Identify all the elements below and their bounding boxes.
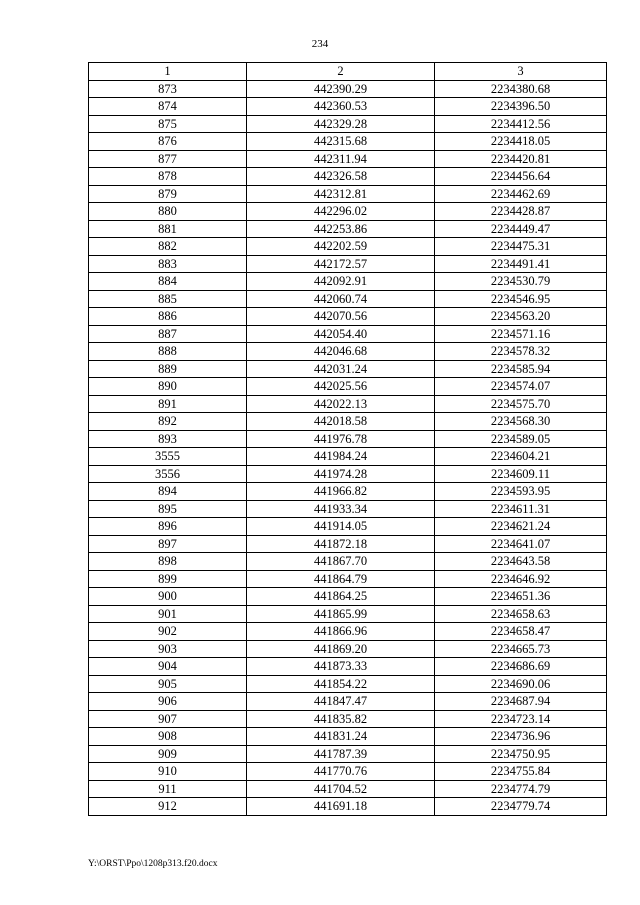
table-cell-col-3: 2234723.14 [435,710,607,728]
table-cell-col-3: 2234420.81 [435,150,607,168]
table-cell-col-3: 2234412.56 [435,115,607,133]
table-cell-col-1: 909 [89,745,247,763]
table-cell-col-3: 2234530.79 [435,273,607,291]
table-cell-col-1: 899 [89,570,247,588]
table-cell-col-2: 441873.33 [247,658,435,676]
table-cell-col-2: 442360.53 [247,98,435,116]
table-cell-col-2: 442296.02 [247,203,435,221]
table-cell-col-2: 442311.94 [247,150,435,168]
table-cell-col-2: 441691.18 [247,798,435,816]
table-cell-col-2: 442018.58 [247,413,435,431]
table-cell-col-2: 442025.56 [247,378,435,396]
table-cell-col-2: 441864.25 [247,588,435,606]
table-cell-col-3: 2234593.95 [435,483,607,501]
column-header-2: 2 [247,63,435,81]
table-cell-col-2: 442172.57 [247,255,435,273]
table-row [89,588,607,606]
table-cell-col-3: 2234643.58 [435,553,607,571]
table-cell-col-1: 891 [89,395,247,413]
table-cell-col-1: 897 [89,535,247,553]
table-row [89,80,607,98]
table-row [89,98,607,116]
table-cell-col-1: 907 [89,710,247,728]
table-cell-col-1: 901 [89,605,247,623]
table-cell-col-2: 441854.22 [247,675,435,693]
table-cell-col-2: 441866.96 [247,623,435,641]
table-row [89,623,607,641]
table-cell-col-3: 2234774.79 [435,780,607,798]
table-row [89,640,607,658]
table-row [89,710,607,728]
table-cell-col-1: 902 [89,623,247,641]
table-cell-col-2: 442326.58 [247,168,435,186]
table-cell-col-3: 2234568.30 [435,413,607,431]
table-cell-col-3: 2234651.36 [435,588,607,606]
table-row [89,780,607,798]
table-cell-col-1: 884 [89,273,247,291]
table-cell-col-3: 2234690.06 [435,675,607,693]
table-cell-col-3: 2234687.94 [435,693,607,711]
table-cell-col-1: 882 [89,238,247,256]
table-cell-col-1: 890 [89,378,247,396]
table-cell-col-2: 441770.76 [247,763,435,781]
table-cell-col-3: 2234462.69 [435,185,607,203]
table-cell-col-2: 441872.18 [247,535,435,553]
table-cell-col-2: 441787.39 [247,745,435,763]
table-cell-col-3: 2234641.07 [435,535,607,553]
table-cell-col-1: 896 [89,518,247,536]
table-cell-col-1: 880 [89,203,247,221]
table-cell-col-2: 442060.74 [247,290,435,308]
table-cell-col-3: 2234449.47 [435,220,607,238]
table-cell-col-3: 2234585.94 [435,360,607,378]
table-cell-col-1: 900 [89,588,247,606]
table-row [89,465,607,483]
table-cell-col-2: 442022.13 [247,395,435,413]
table-cell-col-2: 441704.52 [247,780,435,798]
table-cell-col-1: 893 [89,430,247,448]
table-cell-col-1: 875 [89,115,247,133]
table-row [89,325,607,343]
table-row [89,430,607,448]
table-cell-col-1: 878 [89,168,247,186]
table-cell-col-1: 885 [89,290,247,308]
page-number: 234 [311,38,329,50]
table-cell-col-3: 2234621.24 [435,518,607,536]
table-cell-col-2: 441933.34 [247,500,435,518]
table-row [89,273,607,291]
table-cell-col-1: 898 [89,553,247,571]
table-row [89,133,607,151]
table-row [89,185,607,203]
table-cell-col-3: 2234611.31 [435,500,607,518]
table-cell-col-1: 911 [89,780,247,798]
table-cell-col-3: 2234589.05 [435,430,607,448]
table-cell-col-2: 442315.68 [247,133,435,151]
table-cell-col-1: 903 [89,640,247,658]
table-cell-col-2: 441847.47 [247,693,435,711]
table-cell-col-3: 2234755.84 [435,763,607,781]
table-row [89,150,607,168]
table-cell-col-2: 442253.86 [247,220,435,238]
table-row [89,500,607,518]
table-cell-col-1: 877 [89,150,247,168]
table-row [89,115,607,133]
table-row [89,395,607,413]
table-row [89,203,607,221]
table-cell-col-1: 879 [89,185,247,203]
table-cell-col-1: 904 [89,658,247,676]
table-cell-col-3: 2234604.21 [435,448,607,466]
table-cell-col-2: 441869.20 [247,640,435,658]
table-cell-col-3: 2234575.70 [435,395,607,413]
table-cell-col-2: 441867.70 [247,553,435,571]
table-cell-col-2: 441984.24 [247,448,435,466]
column-header-3: 3 [435,63,607,81]
table-row [89,693,607,711]
table-cell-col-1: 881 [89,220,247,238]
table-row [89,168,607,186]
table-cell-col-1: 3556 [89,465,247,483]
table-cell-col-3: 2234546.95 [435,290,607,308]
table-cell-col-3: 2234779.74 [435,798,607,816]
table-cell-col-2: 441966.82 [247,483,435,501]
table-cell-col-2: 442202.59 [247,238,435,256]
table-cell-col-1: 895 [89,500,247,518]
table-row [89,658,607,676]
table-cell-col-3: 2234428.87 [435,203,607,221]
table-cell-col-2: 441974.28 [247,465,435,483]
table-cell-col-3: 2234475.31 [435,238,607,256]
table-cell-col-2: 442046.68 [247,343,435,361]
table-row [89,745,607,763]
table-row [89,570,607,588]
table-header-row [89,63,607,81]
table-cell-col-2: 441865.99 [247,605,435,623]
footer-file-path: Y:\ORST\Ppo\1208p313.f20.docx [88,859,218,869]
table-cell-col-1: 876 [89,133,247,151]
table-cell-col-1: 889 [89,360,247,378]
table-cell-col-2: 442054.40 [247,325,435,343]
table-cell-col-2: 442312.81 [247,185,435,203]
table-cell-col-2: 442092.91 [247,273,435,291]
table-cell-col-3: 2234571.16 [435,325,607,343]
table-cell-col-2: 441914.05 [247,518,435,536]
table-row [89,378,607,396]
table-cell-col-3: 2234609.11 [435,465,607,483]
table-row [89,255,607,273]
table-cell-col-1: 892 [89,413,247,431]
table-cell-col-1: 906 [89,693,247,711]
table-cell-col-2: 442329.28 [247,115,435,133]
table-body [89,80,607,815]
table-cell-col-3: 2234574.07 [435,378,607,396]
table-row [89,798,607,816]
table-row [89,413,607,431]
table-cell-col-1: 887 [89,325,247,343]
table-cell-col-1: 883 [89,255,247,273]
table-cell-col-3: 2234578.32 [435,343,607,361]
table-cell-col-2: 442070.56 [247,308,435,326]
table-cell-col-3: 2234396.50 [435,98,607,116]
table-cell-col-1: 886 [89,308,247,326]
table-row [89,448,607,466]
table-row [89,518,607,536]
table-row [89,763,607,781]
table-row [89,238,607,256]
table-cell-col-2: 441831.24 [247,728,435,746]
table-row [89,343,607,361]
table-row [89,360,607,378]
table-cell-col-3: 2234456.64 [435,168,607,186]
table-cell-col-2: 441835.82 [247,710,435,728]
table-cell-col-1: 908 [89,728,247,746]
table-cell-col-1: 912 [89,798,247,816]
table-cell-col-3: 2234418.05 [435,133,607,151]
table-cell-col-3: 2234658.63 [435,605,607,623]
table-row [89,483,607,501]
coordinates-table [88,62,607,816]
table-cell-col-3: 2234380.68 [435,80,607,98]
table-cell-col-1: 888 [89,343,247,361]
table-cell-col-2: 441864.79 [247,570,435,588]
table-cell-col-1: 894 [89,483,247,501]
table-row [89,553,607,571]
table-row [89,535,607,553]
table-row [89,728,607,746]
table-cell-col-2: 442031.24 [247,360,435,378]
table-cell-col-3: 2234563.20 [435,308,607,326]
table-cell-col-3: 2234750.95 [435,745,607,763]
table-cell-col-3: 2234658.47 [435,623,607,641]
table-row [89,605,607,623]
table-row [89,220,607,238]
table-cell-col-2: 442390.29 [247,80,435,98]
table-cell-col-3: 2234686.69 [435,658,607,676]
table-cell-col-1: 910 [89,763,247,781]
table-cell-col-1: 874 [89,98,247,116]
table-row [89,675,607,693]
table-cell-col-3: 2234736.96 [435,728,607,746]
table-row [89,290,607,308]
table-cell-col-3: 2234646.92 [435,570,607,588]
table-cell-col-3: 2234665.73 [435,640,607,658]
table-cell-col-1: 873 [89,80,247,98]
table-cell-col-3: 2234491.41 [435,255,607,273]
table-cell-col-1: 3555 [89,448,247,466]
column-header-1: 1 [89,63,247,81]
table-cell-col-2: 441976.78 [247,430,435,448]
table-row [89,308,607,326]
table-cell-col-1: 905 [89,675,247,693]
